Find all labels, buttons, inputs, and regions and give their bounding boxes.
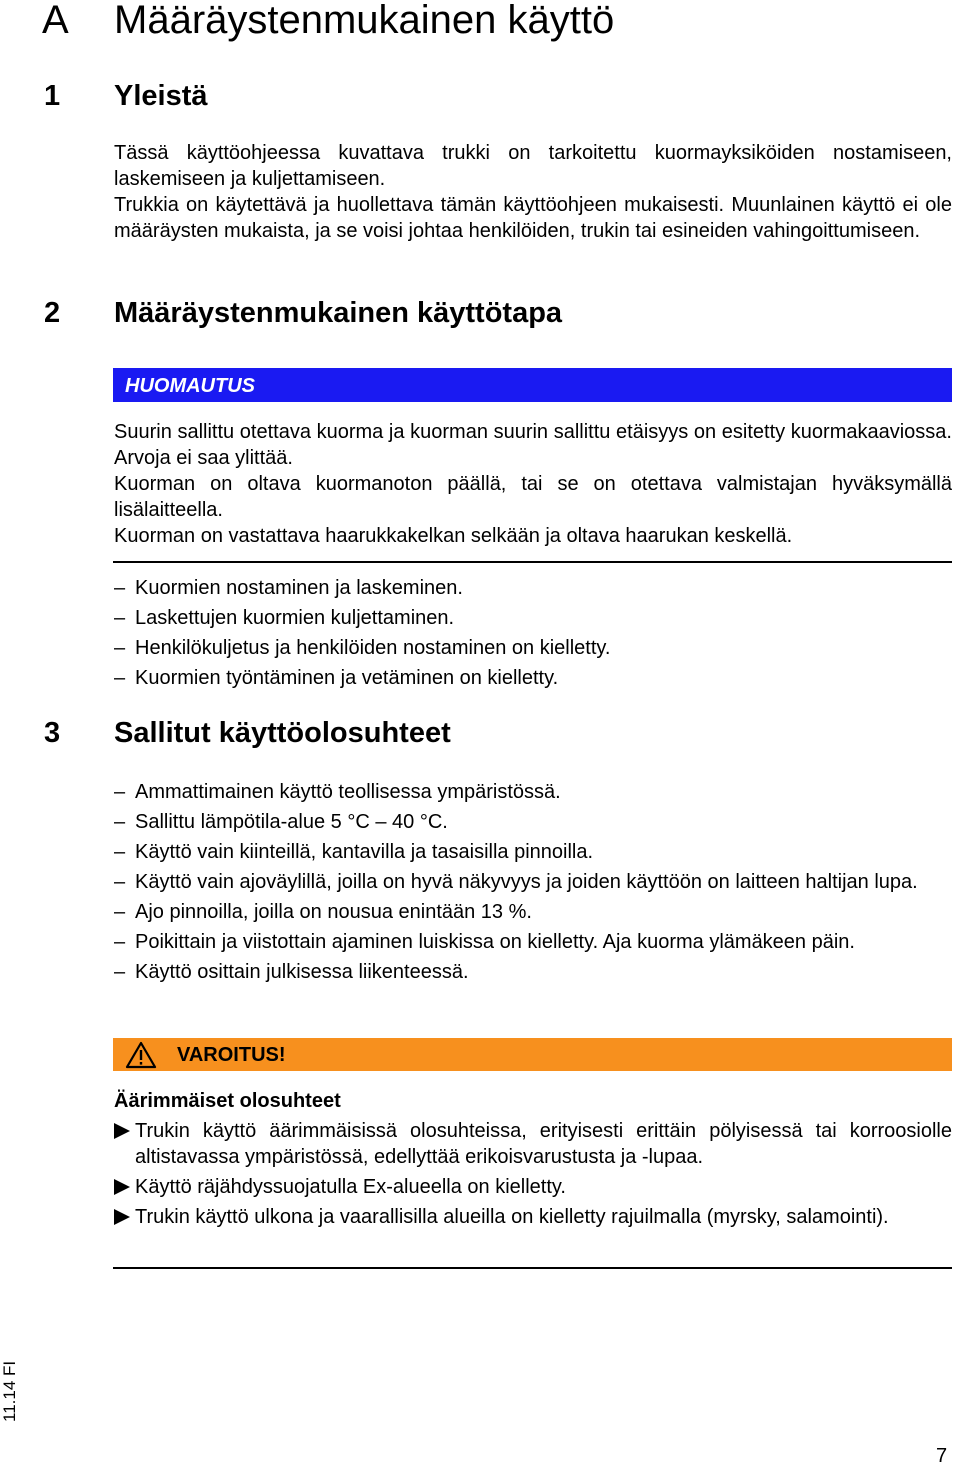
dash-bullet: –	[114, 607, 126, 629]
dash-bullet: –	[114, 667, 126, 689]
notice-text	[114, 419, 952, 549]
section-title: Määräystenmukainen käyttötapa	[114, 297, 563, 329]
list-item: – Käyttö osittain julkisessa liikenteessä.	[114, 961, 469, 983]
list-item: Käyttö räjähdyssuojatulla Ex-alueella on kielletty.	[114, 1174, 952, 1200]
warning-divider	[113, 1267, 952, 1269]
section-title: Yleistä	[114, 80, 208, 112]
warning-header-bar	[113, 1038, 952, 1071]
arrow-right-icon	[114, 1179, 130, 1195]
section-number: 3	[44, 717, 61, 749]
list-item: – Kuormien nostaminen ja laskeminen.	[114, 577, 463, 599]
edition-label	[0, 1352, 20, 1422]
section-heading-2	[44, 295, 562, 331]
list-item: – Henkilökuljetus ja henkilöiden nostaminen on kielletty.	[114, 637, 611, 659]
usage-list	[114, 575, 952, 695]
notice-header-bar	[113, 368, 952, 402]
list-item: – Ajo pinnoilla, joilla on nousua enintään 13 %.	[114, 901, 532, 923]
list-item: – Ammattimainen käyttö teollisessa ympäristössä.	[114, 781, 561, 803]
general-text	[114, 140, 952, 244]
chapter-heading	[42, 0, 614, 46]
warning-triangle-icon	[125, 1041, 157, 1069]
section-heading-1	[44, 78, 208, 114]
dash-bullet: –	[114, 871, 126, 893]
section-title: Sallitut käyttöolosuhteet	[114, 717, 451, 749]
list-item: – Sallittu lämpötila-alue 5 °C – 40 °C.	[114, 811, 448, 833]
arrow-right-icon	[114, 1123, 130, 1139]
dash-bullet: –	[114, 901, 126, 923]
warning-title: Äärimmäiset olosuhteet	[114, 1090, 341, 1112]
warning-heading: VAROITUS!	[177, 1044, 286, 1066]
list-item: – Käyttö vain kiinteillä, kantavilla ja tasaisilla pinnoilla.	[114, 841, 594, 863]
section-number: 1	[44, 80, 61, 112]
section-number: 2	[44, 297, 61, 329]
section-heading-3	[44, 715, 451, 751]
list-item: Trukin käyttö äärimmäisissä olosuhteissa, erityisesti erittäin pölyisessä tai korroosiolle altistavassa ympäristössä, edellyttää erikoisvarustusta ja -lupaa.	[114, 1118, 952, 1170]
dash-bullet: –	[114, 781, 126, 803]
chapter-letter: A	[42, 0, 69, 42]
list-item: – Käyttö vain ajoväylillä, joilla on hyvä näkyvyys ja joiden käyttöön on laitteen haltijan lupa.	[114, 871, 918, 893]
notice-line-2: Kuorman on oltava kuormanoton päällä, tai se on otettava valmistajan hyväksymällä lisälaitteella.	[114, 473, 952, 521]
general-paragraph-1: Tässä käyttöohjeessa kuvattava trukki on tarkoitettu kuormayksiköiden nostamiseen, laskemiseen ja kuljettamiseen.	[114, 142, 952, 190]
conditions-list	[114, 779, 952, 989]
dash-bullet: –	[114, 577, 126, 599]
dash-bullet: –	[114, 841, 126, 863]
dash-bullet: –	[114, 931, 126, 953]
warning-list	[114, 1118, 952, 1234]
general-paragraph-2: Trukkia on käytettävä ja huollettava tämän käyttöohjeen mukaisesti. Muunlainen käyttö ei ole määräysten mukaista, ja se voisi johtaa henkilöiden, trukin tai esineiden vahingoittumiseen.	[114, 194, 952, 242]
notice-divider	[113, 561, 952, 563]
edition-text: 11.14 FI	[0, 1360, 19, 1422]
notice-line-3: Kuorman on vastattava haarukkakelkan selkään ja oltava haarukan keskellä.	[114, 525, 793, 547]
dash-bullet: –	[114, 961, 126, 983]
list-item: – Kuormien työntäminen ja vetäminen on kielletty.	[114, 667, 559, 689]
notice-line-1: Suurin sallittu otettava kuorma ja kuorman suurin sallittu etäisyys on esitetty kuormakaaviossa. Arvoja ei saa ylittää.	[114, 421, 952, 469]
notice-heading: HUOMAUTUS	[125, 375, 255, 397]
dash-bullet: –	[114, 637, 126, 659]
chapter-title: Määräystenmukainen käyttö	[114, 0, 615, 42]
page-number: 7	[936, 1445, 948, 1467]
list-item: – Laskettujen kuormien kuljettaminen.	[114, 607, 455, 629]
list-item: – Poikittain ja viistottain ajaminen luiskissa on kielletty. Aja kuorma ylämäkeen päin.	[114, 931, 855, 953]
arrow-right-icon	[114, 1209, 130, 1225]
list-item: Trukin käyttö ulkona ja vaarallisilla alueilla on kielletty rajuilmalla (myrsky, salamointi).	[114, 1204, 952, 1230]
dash-bullet: –	[114, 811, 126, 833]
